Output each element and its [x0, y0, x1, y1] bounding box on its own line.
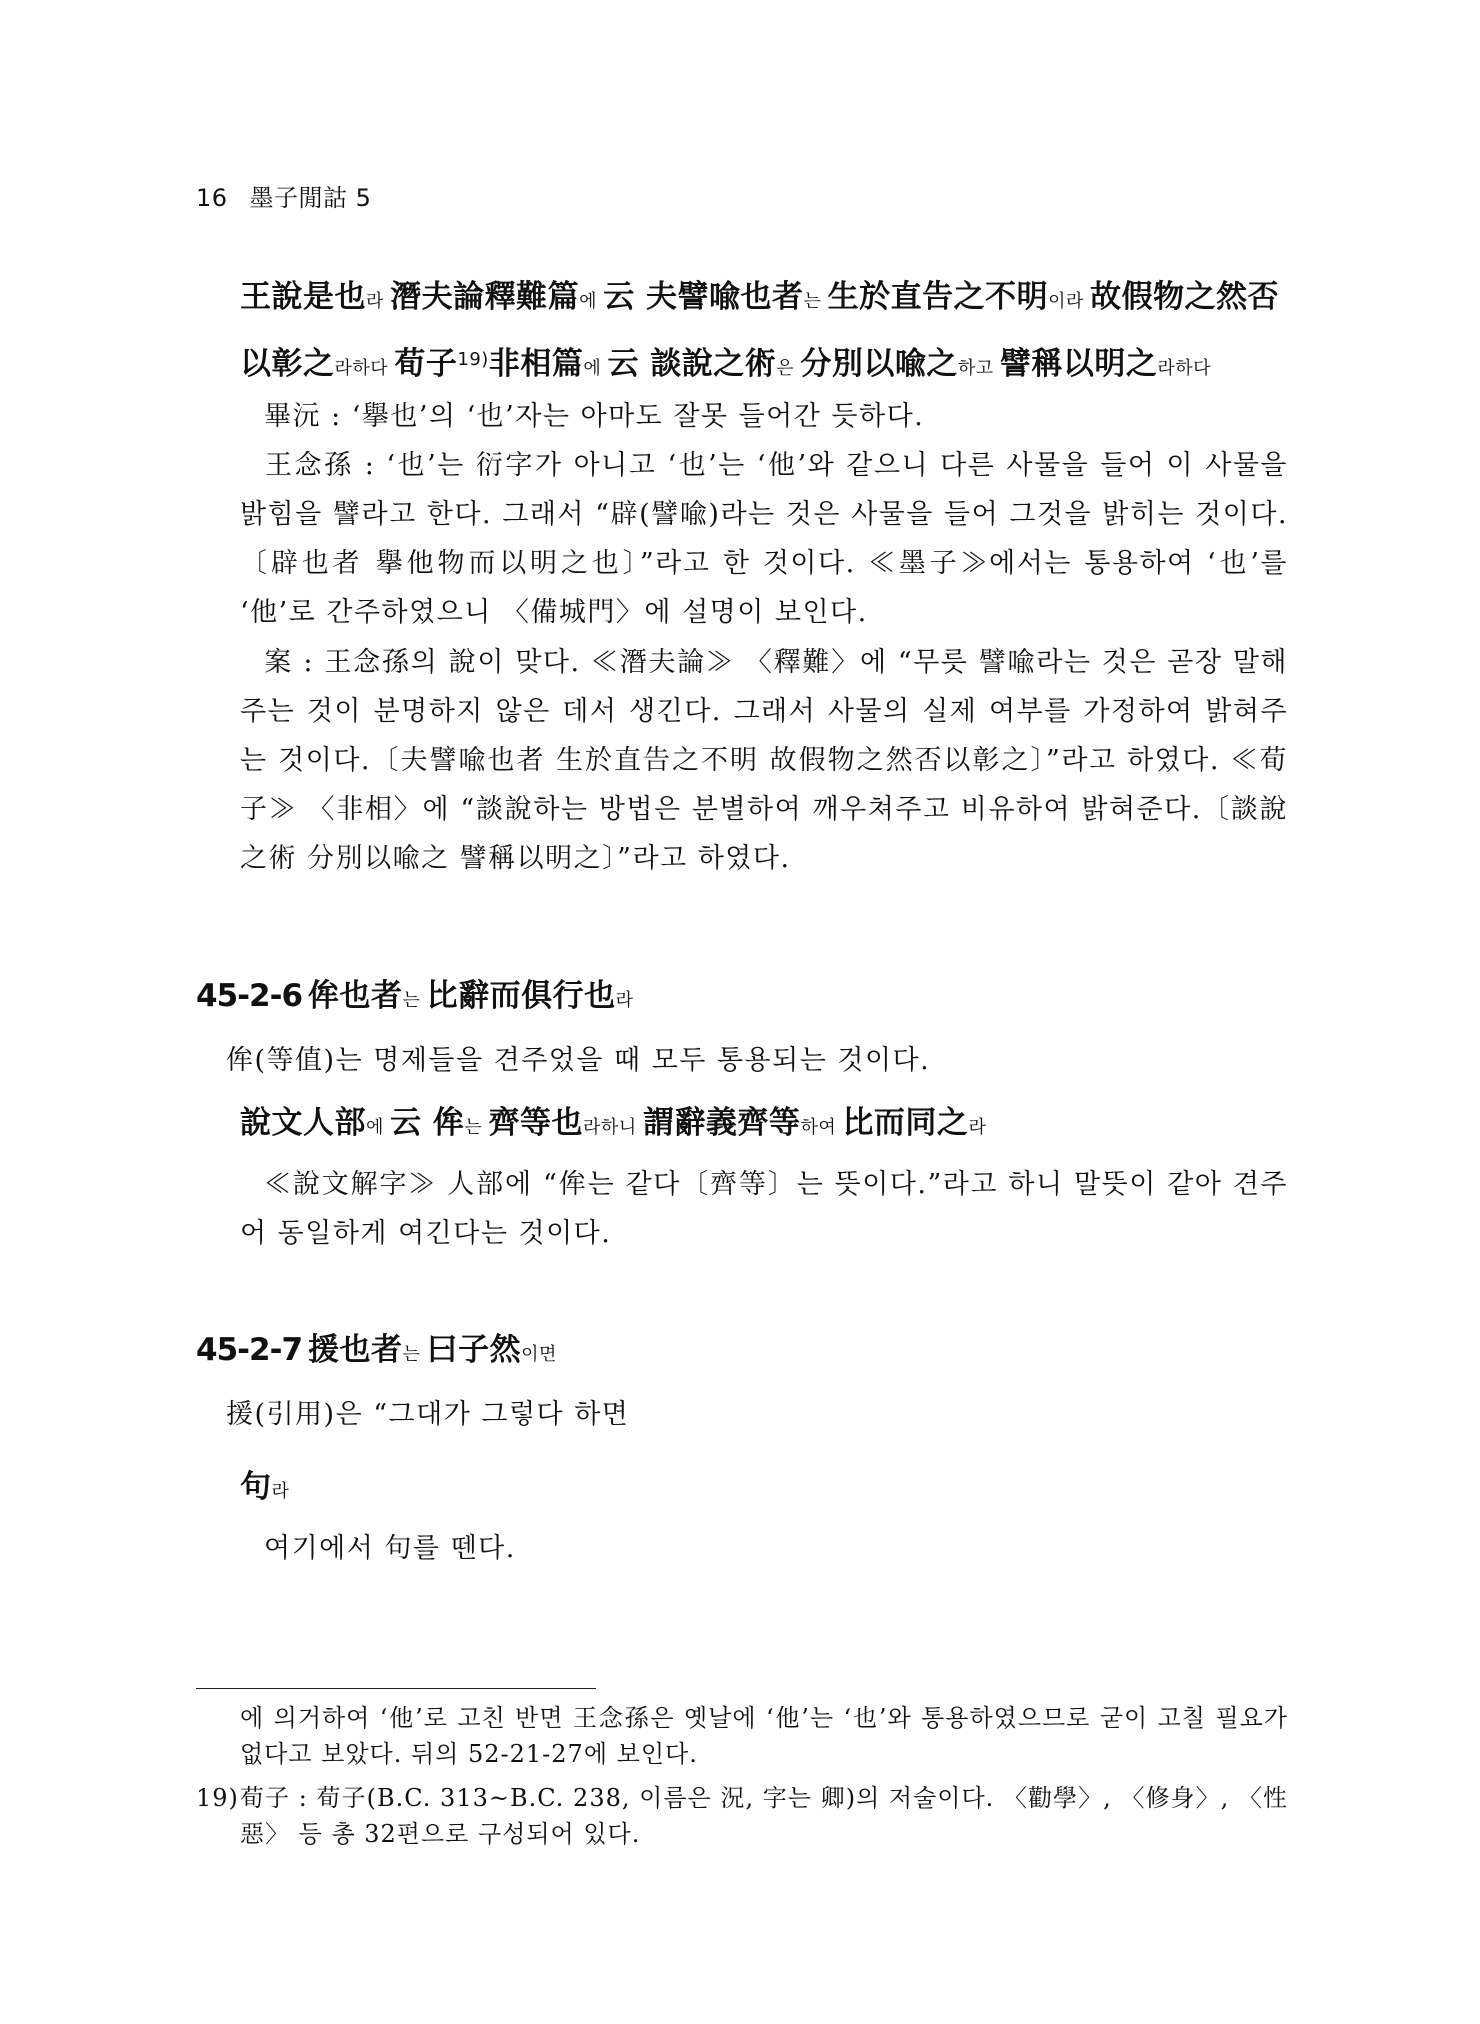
commentary-wang-niansun: 王念孫 : ‘也’는 衍字가 아니고 ‘也’는 ‘他’와 같으니 다른 사물을 들어 이 사물을 밝힘을 譬라고 한다. 그래서 “辟(譬喩)라는 것은 사물을 들어 그것을 밝히는 것이다.〔辟也者 擧他物而以明之也〕”라고 한 것이다. ≪墨子≫에서는 통용하여 ‘也’를 ‘他’로 간주하였으니 〈備城門〉에 설명이 보인다. [240, 450, 1288, 628]
footnote-marker: 19) [457, 349, 489, 370]
commentary-bi-yuan: 畢沅 : ‘擧也’의 ‘也’자는 아마도 잘못 들어간 듯하다. [264, 401, 925, 432]
section-heading-45-2-7: 45-2-7 援也者는 曰子然이면 [196, 1332, 557, 1368]
commentary-an: 案 : 王念孫의 說이 맞다. ≪潛夫論≫ 〈釋難〉에 “무릇 譬喩라는 것은 곧장 말해주는 것이 분명하지 않은 데서 생긴다. 그래서 사물의 실제 여부를 가정하여 밝혀주는 것이다.〔夫譬喩也者 生於直告之不明 故假物之然否以彰之〕”라고 하였다. ≪荀子≫ 〈非相〉에 “談說하는 방법은 분별하여 깨우쳐주고 비유하여 밝혀준다.〔談說之術 分別以喩之 譬稱以明之〕”라고 하였다. [240, 647, 1288, 874]
book-title: 墨子閒詁 5 [249, 184, 372, 212]
translation-45-2-7: 援(引用)은 “그대가 그렇다 하면 [226, 1399, 630, 1430]
classical-text-paragraph: 王說是也라 潛夫論釋難篇에 云 夫譬喩也者는 生於直告之不明이라 故假物之然否以彰之라하다 荀子$^{19)}$非相篇에 云 談說之術은 分別以喩之하고 譬稱以明之라하다 [240, 279, 1280, 382]
section-heading-45-2-6: 45-2-6 侔也者는 比辭而俱行也라 [196, 978, 634, 1014]
footnote-divider [196, 1688, 596, 1689]
footnote-number: 19) [196, 1784, 239, 1812]
translation-45-2-6: 侔(等值)는 명제들을 견주었을 때 모두 통용되는 것이다. [226, 1045, 931, 1076]
page-number: 16 [196, 184, 228, 212]
note-45-2-7: 여기에서 句를 뗀다. [264, 1533, 516, 1564]
note-45-2-6: ≪說文解字≫ 人部에 “侔는 같다〔齊等〕는 뜻이다.”라고 하니 말뜻이 같아 견주어 동일하게 여긴다는 것이다. [240, 1169, 1288, 1249]
footnote-continuation: 에 의거하여 ‘他’로 고친 반면 王念孫은 옛날에 ‘他’는 ‘也’와 통용하였으므로 굳이 고칠 필요가 없다고 보았다. 뒤의 52-21-27에 보인다. [240, 1704, 1288, 1768]
classical-commentary-45-2-6: 說文人部에 云 侔는 齊等也라하니 謂辭義齊等하여 比而同之라 [240, 1105, 987, 1141]
classical-fragment-ju: 句라 [240, 1469, 290, 1505]
running-header [196, 178, 371, 213]
footnote-19: 19) 荀子 : 荀子(B.C. 313~B.C. 238, 이름은 況, 字는 卿)의 저술이다. 〈勸學〉, 〈修身〉, 〈性惡〉 등 총 32편으로 구성되어 있다. [196, 1780, 1288, 1852]
